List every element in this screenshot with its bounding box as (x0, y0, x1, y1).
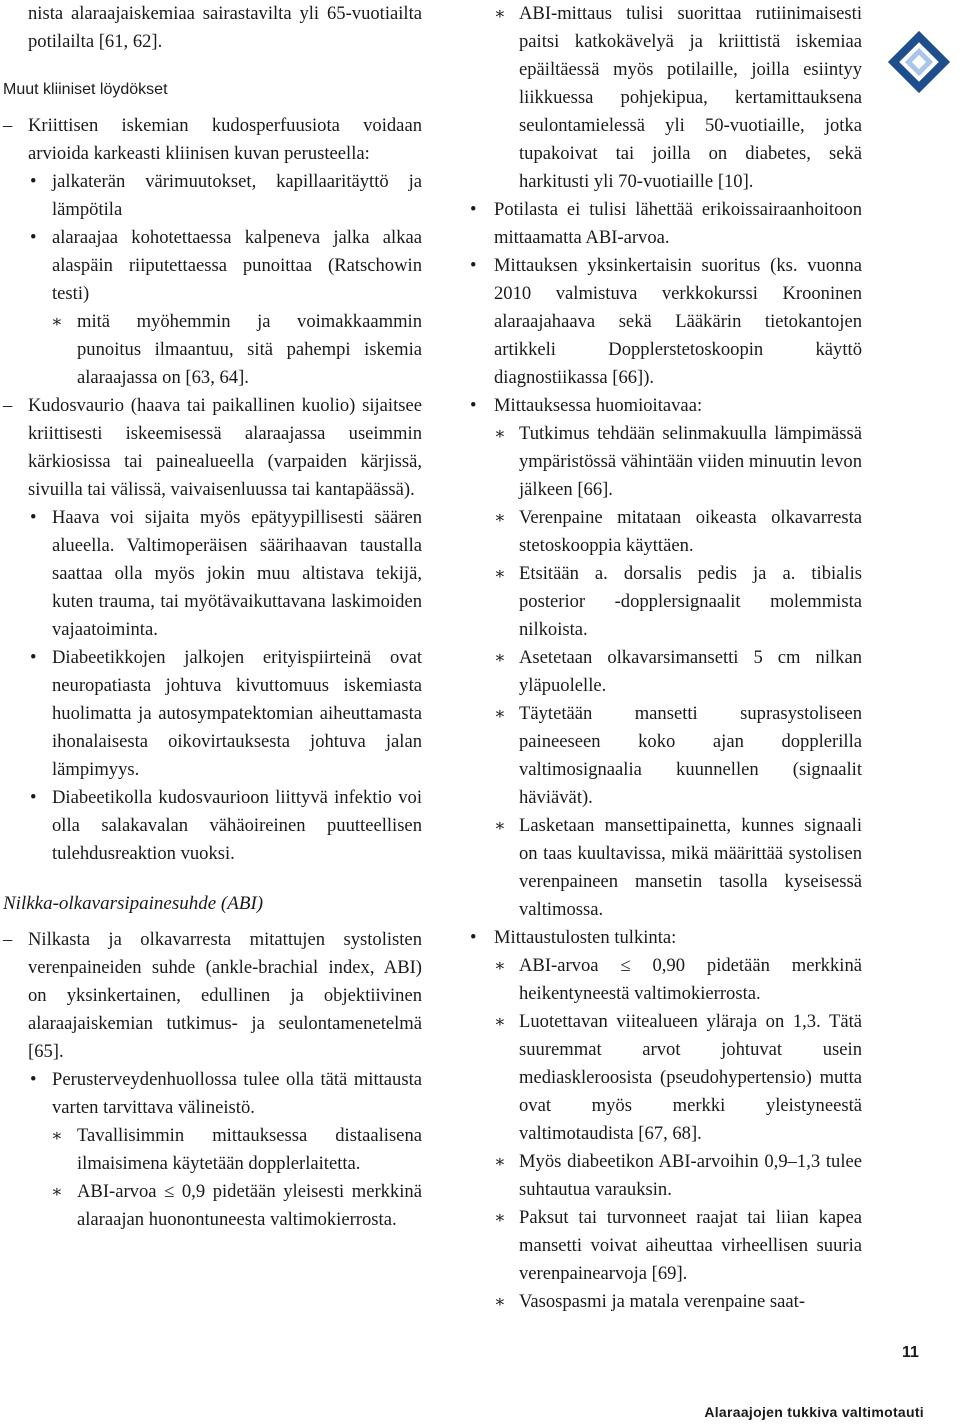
sub-item (470, 560, 862, 644)
star-marker: ∗ (494, 4, 506, 23)
sub-item-text: Täytetään mansetti suprasystoliseen paineeseen koko ajan dopplerilla valtimosignaalia kuunnellen (signaalit häviävät). (519, 703, 862, 808)
star-marker: ∗ (494, 1012, 506, 1031)
bullet-item (470, 392, 862, 420)
bullet-marker: • (470, 255, 477, 276)
bullet-marker: • (30, 171, 37, 192)
bullet-item (0, 224, 422, 308)
sub-item-text: ABI-mittaus tulisi suorittaa rutiinimaisesti paitsi katkokävelyä ja kriittistä iskemiaa epäiltäessä myös potilaille, joilla esiintyy liikkuessa pohjekipua, kertamittauksena seulontamielessä yli 50-vuotiaille, jotka tupakoivat tai joilla on diabetes, sekä harkitusti yli 70-vuotiaille [10]. (519, 3, 862, 192)
star-marker: ∗ (51, 312, 63, 331)
sub-item (470, 1204, 862, 1288)
sub-item (470, 0, 862, 196)
left-column (0, 0, 422, 1234)
sub-item (470, 644, 862, 700)
bullet-item-text: Mittauksessa huomioitavaa: (494, 395, 703, 416)
bullet-item-text: Diabeetikkojen jalkojen erityispiirteinä ovat neuropatiasta johtuva kivuttomuus iskemiasta huolimatta ja autosympatektomian aiheuttamasta ihonalaisesta oikovirtauksesta johtuva jalan lämpimyys. (52, 647, 422, 780)
star-marker: ∗ (494, 1152, 506, 1171)
dash-item-text: Kriittisen iskemian kudosperfuusiota voidaan arvioida karkeasti kliinisen kuvan perusteella: (28, 115, 422, 164)
bullet-item-text: Mittaustulosten tulkinta: (494, 927, 677, 948)
dash-item-text: Nilkasta ja olkavarresta mitattujen systolisten verenpaineiden suhde (ankle-brachial index, ABI) on yksinkertainen, edullinen ja objektiivinen alaraajaiskemian tutkimus- ja seulontamenetelmä [65]. (28, 929, 422, 1062)
bullet-marker: • (30, 507, 37, 528)
sub-item-text: Paksut tai turvonneet raajat tai liian kapea mansetti voivat aiheuttaa virheellisen suuria verenpainearvoja [69]. (519, 1207, 862, 1284)
sub-item (470, 700, 862, 812)
bullet-item (470, 924, 862, 952)
bullet-marker: • (470, 927, 477, 948)
bullet-marker: • (30, 227, 37, 248)
sub-item (470, 952, 862, 1008)
sub-item (0, 1122, 422, 1178)
star-marker: ∗ (494, 956, 506, 975)
bullet-item-text: Potilasta ei tulisi lähettää erikoissairaanhoitoon mittaamatta ABI-arvoa. (494, 199, 862, 248)
sub-item-text: Verenpaine mitataan oikeasta olkavarresta stetoskooppia käyttäen. (519, 507, 862, 556)
sub-item (0, 1178, 422, 1234)
star-marker: ∗ (494, 1208, 506, 1227)
star-marker: ∗ (494, 508, 506, 527)
footer-title: Alaraajojen tukkiva valtimotauti (704, 1404, 924, 1420)
bullet-item-text: Haava voi sijaita myös epätyypillisesti säären alueella. Valtimoperäisen säärihaavan taustalla saattaa olla myös jokin muu altistava tekijä, kuten trauma, tai myötävaikuttavana laskimoiden vajaatoiminta. (52, 507, 422, 640)
sub-item-text: Myös diabeetikon ABI-arvoihin 0,9–1,3 tulee suhtautua varauksin. (519, 1151, 862, 1200)
sub-item-text: mitä myöhemmin ja voimakkaammin punoitus ilmaantuu, sitä pahempi iskemia alaraajassa on [63, 64]. (77, 311, 422, 388)
page-number: 11 (902, 1344, 919, 1361)
star-marker: ∗ (494, 564, 506, 583)
dash-marker: – (3, 395, 13, 416)
sub-item (470, 1008, 862, 1148)
bullet-item (470, 252, 862, 392)
bullet-item (0, 168, 422, 224)
dash-marker: – (3, 929, 13, 950)
continued-paragraph: nista alaraajaiskemiaa sairastavilta yli 65-vuotiailta potilailta [61, 62]. (28, 3, 422, 52)
dash-marker: – (3, 115, 13, 136)
diamond-logo-icon (883, 26, 955, 98)
sub-item (470, 1288, 862, 1316)
bullet-marker: • (470, 395, 477, 416)
sub-item (0, 308, 422, 392)
sub-item-text: ABI-arvoa ≤ 0,90 pidetään merkkinä heikentyneestä valtimokierrosta. (519, 955, 862, 1004)
bullet-item-text: jalkaterän värimuutokset, kapillaaritäyttö ja lämpötila (52, 171, 422, 220)
sub-item-text: Lasketaan mansettipainetta, kunnes signaali on taas kuultavissa, mikä määrittää systolisen verenpaineen mansetin tasolla kyseisessä valtimossa. (519, 815, 862, 920)
bullet-item (0, 504, 422, 644)
section-heading-muut-loydokset: Muut kliiniset löydökset (3, 81, 168, 98)
sub-item (470, 812, 862, 924)
bullet-item (0, 1066, 422, 1122)
bullet-marker: • (30, 787, 37, 808)
section-heading-abi: Nilkka-olkavarsipainesuhde (ABI) (3, 893, 264, 914)
bullet-item (0, 784, 422, 868)
star-marker: ∗ (494, 648, 506, 667)
sub-item (470, 1148, 862, 1204)
sub-item-text: Tutkimus tehdään selinmakuulla lämpimässä ympäristössä vähintään viiden minuutin levon jälkeen [66]. (519, 423, 862, 500)
sub-item-text: Tavallisimmin mittauksessa distaalisena ilmaisimena käytetään dopplerlaitetta. (77, 1125, 422, 1174)
star-marker: ∗ (51, 1182, 63, 1201)
star-marker: ∗ (494, 1292, 506, 1311)
sub-item (470, 504, 862, 560)
star-marker: ∗ (51, 1126, 63, 1145)
bullet-item-text: Mittauksen yksinkertaisin suoritus (ks. vuonna 2010 valmistuva verkkokurssi Krooninen alaraajahaava sekä Lääkärin tietokantojen artikkeli Dopplerstetoskoopin käyttö diagnostiikassa [66]). (494, 255, 862, 388)
dash-item-text: Kudosvaurio (haava tai paikallinen kuolio) sijaitsee kriittisesti iskeemisessä alaraajassa useimmin kärkiosissa tai painealueella (varpaiden kärjissä, sivuilla tai välissä, vaivaisenluussa tai kantapäässä). (28, 395, 422, 500)
dash-item (0, 112, 422, 168)
sub-item (470, 420, 862, 504)
bullet-item (0, 644, 422, 784)
bullet-marker: • (30, 1069, 37, 1090)
bullet-item-text: alaraajaa kohotettaessa kalpeneva jalka alkaa alaspäin riiputettaessa punoittaa (Ratschowin testi) (52, 227, 422, 304)
dash-item (0, 392, 422, 504)
star-marker: ∗ (494, 424, 506, 443)
star-marker: ∗ (494, 816, 506, 835)
sub-item-text: ABI-arvoa ≤ 0,9 pidetään yleisesti merkkinä alaraajan huonontuneesta valtimokierrosta. (77, 1181, 422, 1230)
dash-item (0, 926, 422, 1066)
bullet-item-text: Diabeetikolla kudosvaurioon liittyvä infektio voi olla salakavalan vähäoireinen puutteellisen tulehdusreaktion vuoksi. (52, 787, 422, 864)
bullet-item-text: Perusterveydenhuollossa tulee olla tätä mittausta varten tarvittava välineistö. (52, 1069, 422, 1118)
bullet-marker: • (470, 199, 477, 220)
right-column (470, 0, 862, 1316)
bullet-marker: • (30, 647, 37, 668)
star-marker: ∗ (494, 704, 506, 723)
bullet-item (470, 196, 862, 252)
sub-item-text: Vasospasmi ja matala verenpaine saat- (519, 1291, 806, 1312)
sub-item-text: Asetetaan olkavarsimansetti 5 cm nilkan yläpuolelle. (519, 647, 862, 696)
sub-item-text: Etsitään a. dorsalis pedis ja a. tibialis posterior -dopplersignaalit molemmista nilkoista. (519, 563, 862, 640)
sub-item-text: Luotettavan viitealueen yläraja on 1,3. Tätä suuremmat arvot johtuvat usein mediaskleroosista (pseudohypertensio) mutta ovat myös merkki yleistyneestä valtimotaudista [67, 68]. (519, 1011, 862, 1144)
